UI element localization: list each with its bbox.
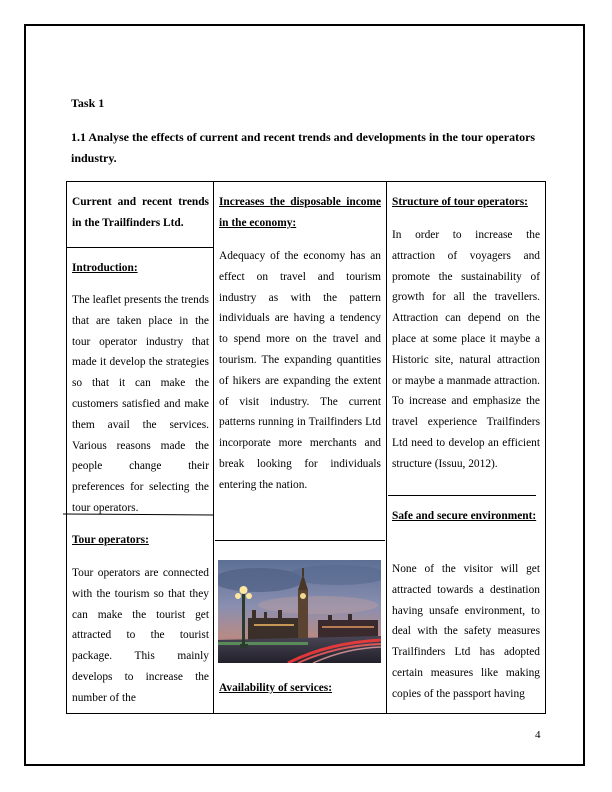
col2-section-rule (215, 540, 385, 541)
page-number: 4 (535, 729, 541, 741)
intro-text: The leaflet presents the trends that are taken place in the tour operator industry that made it develop the strategies so that it can make the customers satisfied and make them avail the services. Various reasons made the people change their preferences for selecting the tour operators. (72, 294, 209, 514)
task-subtitle: 1.1 Analyse the effects of current and recent trends and developments in the tour operators industry. (71, 130, 536, 165)
col1-header-rule (66, 247, 213, 248)
disposable-income-text: Adequacy of the economy has an effect on travel and tourism industry as with the pattern individuals are having a tendency to spend more on the travel and tourism. The expanding quantities of hikers are expanding the extent of visit industry. The current patterns running in Trailfinders Ltd incorporate more merchants and break looking for individuals entering the nation. (219, 250, 381, 491)
column-divider-1 (213, 182, 214, 713)
tour-operators-text: Tour operators are connected with the tourism so that they can make the tourist get attracted to the tourist package. This mainly develops to increase the number of the (72, 567, 209, 704)
col3-section-rule (388, 495, 536, 496)
disposable-income-heading: Increases the disposable income in the economy: (219, 196, 381, 229)
task-title: Task 1 (71, 96, 105, 110)
col1-header: Current and recent trends in the Trailfinders Ltd. (72, 196, 209, 229)
column-divider-2 (386, 182, 387, 713)
london-big-ben-photo (218, 560, 381, 663)
structure-heading: Structure of tour operators: (392, 196, 528, 208)
safe-environment-text: None of the visitor will get attracted towards a destination having unsafe environment, to deal with the safety measures Trailfinders Ltd has adopted certain measures like making copies of the passport having (392, 563, 540, 700)
tour-operators-heading: Tour operators: (72, 534, 149, 546)
structure-text: In order to increase the attraction of voyagers and promote the sustainability of growth for all the travellers. Attraction can depend on the place at some place it maybe a Historic site, natural attraction or maybe a manmade attraction. To increase and emphasize the travel experience Trailfinders Ltd need to develop an efficient structure (Issuu, 2012). (392, 229, 540, 470)
availability-heading: Availability of services: (219, 682, 333, 694)
intro-heading: Introduction: (72, 262, 138, 274)
safe-environment-heading: Safe and secure environment: (392, 510, 537, 522)
